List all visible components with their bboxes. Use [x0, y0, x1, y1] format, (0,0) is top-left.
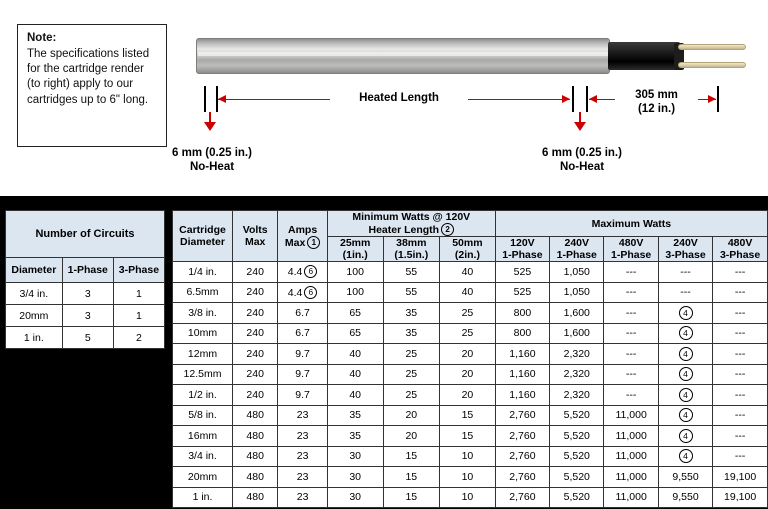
header-amps-max — [278, 211, 327, 262]
header-volts-max — [232, 211, 277, 262]
noheat-left-label-line1: 6 mm (0.25 in.) — [172, 147, 252, 159]
circuits-header-1phase: 1-Phase — [62, 258, 113, 283]
circuits-header-diameter: Diameter — [6, 258, 63, 283]
heated-length-label: Heated Length — [330, 92, 468, 104]
cell-min-watts-25mm: 35 — [327, 426, 383, 447]
cell-min-watts-50mm: 20 — [440, 344, 496, 365]
table-row — [173, 344, 768, 365]
cell-volts-max: 480 — [232, 426, 277, 447]
cell-max-watts-120v-1ph: 1,160 — [495, 364, 549, 385]
header-volts-line2: Max — [244, 236, 266, 248]
cell-min-watts-38mm: 25 — [383, 344, 440, 365]
header-480v-line2: 1-Phase — [611, 249, 652, 261]
cell-min-watts-38mm: 15 — [383, 467, 440, 488]
cell-max-watts-240v-1ph: 1,600 — [550, 303, 604, 324]
cell-amps-max: 23 — [278, 426, 327, 447]
table-row — [173, 405, 768, 426]
circuits-cell-3phase: 1 — [113, 283, 164, 305]
footnote-marker: 4 — [679, 388, 693, 402]
footnote-marker: 4 — [679, 367, 693, 381]
cell-max-watts-480v-1ph: --- — [604, 364, 658, 385]
cell-max-watts-120v-1ph: 1,160 — [495, 385, 549, 406]
note-title: Note: — [27, 32, 57, 44]
header-min-watts-line1: Minimum Watts @ 120V — [352, 211, 471, 223]
cell-max-watts-240v-3ph: 9,550 — [658, 487, 712, 508]
header-min-watts-line2: Heater Length — [368, 224, 440, 236]
header-volts-line1: Volts — [242, 224, 268, 236]
cell-volts-max: 240 — [232, 344, 277, 365]
cartridge-specifications-table — [172, 210, 768, 508]
noheat-right-arrow-icon — [574, 122, 586, 131]
cell-min-watts-50mm: 20 — [440, 364, 496, 385]
cell-max-watts-480v-3ph: --- — [713, 262, 768, 283]
table-row — [173, 303, 768, 324]
cell-max-watts-480v-3ph: --- — [713, 282, 768, 303]
lead-length-arrow-right — [708, 95, 716, 103]
header-maximum-watts: Maximum Watts — [495, 211, 767, 237]
cell-cartridge-diameter: 5/8 in. — [173, 405, 233, 426]
dim-tick-right — [586, 86, 588, 112]
circuits-cell-3phase: 1 — [113, 305, 164, 327]
cell-min-watts-38mm: 20 — [383, 426, 440, 447]
header-cartridge-diameter-line2: Diameter — [180, 236, 225, 248]
cell-cartridge-diameter: 1 in. — [173, 487, 233, 508]
footnote-marker-2: 2 — [441, 223, 454, 236]
noheat-right-label-line2: No-Heat — [559, 161, 605, 173]
header-cartridge-diameter — [173, 211, 233, 262]
cell-volts-max: 480 — [232, 446, 277, 467]
cell-max-watts-240v-3ph — [658, 426, 712, 447]
lead-length-arrow-left — [589, 95, 597, 103]
header-max-240v-1phase — [550, 237, 604, 262]
cell-amps-max: 9.7 — [278, 344, 327, 365]
cell-cartridge-diameter: 20mm — [173, 467, 233, 488]
cell-max-watts-120v-1ph: 2,760 — [495, 405, 549, 426]
noheat-right-label-line1: 6 mm (0.25 in.) — [542, 147, 622, 159]
footnote-marker: 4 — [679, 347, 693, 361]
cell-max-watts-240v-3ph — [658, 303, 712, 324]
cell-min-watts-50mm: 25 — [440, 323, 496, 344]
cell-max-watts-240v-1ph: 5,520 — [550, 467, 604, 488]
cell-max-watts-120v-1ph: 525 — [495, 262, 549, 283]
cartridge-heater-illustration — [196, 34, 746, 78]
cell-min-watts-25mm: 65 — [327, 323, 383, 344]
cell-min-watts-38mm: 25 — [383, 385, 440, 406]
footnote-marker: 4 — [679, 408, 693, 422]
diagram-panel — [0, 0, 768, 196]
header-cartridge-diameter-line1: Cartridge — [179, 224, 226, 236]
cell-max-watts-480v-3ph: --- — [713, 344, 768, 365]
cell-min-watts-25mm: 30 — [327, 446, 383, 467]
header-len25-line2: (1in.) — [342, 249, 368, 261]
header-120v-line1: 120V — [510, 237, 535, 249]
note-text: The specifications listed for the cartridge render (to right) apply to our cartridges up to 6" long. — [27, 48, 150, 106]
header-len38-line1: 38mm — [396, 237, 427, 249]
cell-min-watts-50mm: 20 — [440, 385, 496, 406]
table-row — [173, 426, 768, 447]
cell-amps-max — [278, 262, 327, 283]
number-of-circuits-table — [5, 210, 165, 349]
cell-max-watts-480v-3ph: --- — [713, 426, 768, 447]
table-row — [6, 327, 165, 349]
cell-max-watts-120v-1ph: 1,160 — [495, 344, 549, 365]
cell-volts-max: 240 — [232, 364, 277, 385]
cell-max-watts-480v-1ph: --- — [604, 344, 658, 365]
header-length-25mm — [327, 237, 383, 262]
circuits-cell-1phase: 3 — [62, 283, 113, 305]
header-max-480v-1phase — [604, 237, 658, 262]
circuits-header-3phase: 3-Phase — [113, 258, 164, 283]
header-length-38mm — [383, 237, 440, 262]
circuits-table-title: Number of Circuits — [6, 211, 165, 258]
noheat-left-arrow-icon — [204, 122, 216, 131]
cell-max-watts-480v-3ph: --- — [713, 364, 768, 385]
cell-amps-max: 6.7 — [278, 323, 327, 344]
cell-max-watts-240v-3ph — [658, 344, 712, 365]
cell-cartridge-diameter: 6.5mm — [173, 282, 233, 303]
cell-cartridge-diameter: 3/8 in. — [173, 303, 233, 324]
cell-max-watts-480v-1ph: --- — [604, 262, 658, 283]
lead-length-label-line2: (12 in.) — [615, 103, 698, 115]
table-row — [173, 262, 768, 283]
cell-cartridge-diameter: 3/4 in. — [173, 446, 233, 467]
circuits-cell-diameter: 20mm — [6, 305, 63, 327]
cell-max-watts-240v-1ph: 2,320 — [550, 364, 604, 385]
cell-max-watts-480v-1ph: --- — [604, 323, 658, 344]
cell-volts-max: 240 — [232, 282, 277, 303]
table-row — [173, 467, 768, 488]
header-240v-line1: 240V — [564, 237, 590, 249]
table-row — [173, 385, 768, 406]
cell-min-watts-38mm: 20 — [383, 405, 440, 426]
cell-max-watts-240v-3ph: 9,550 — [658, 467, 712, 488]
heated-length-arrow-left — [218, 95, 226, 103]
circuits-cell-diameter: 3/4 in. — [6, 283, 63, 305]
cell-max-watts-120v-1ph: 800 — [495, 303, 549, 324]
noheat-left-label-line2: No-Heat — [189, 161, 235, 173]
header-240v-line2: 1-Phase — [556, 249, 597, 261]
lead-wire-bottom — [678, 62, 746, 68]
header-480v-3ph-line2: 3-Phase — [719, 249, 761, 261]
cell-min-watts-38mm: 25 — [383, 364, 440, 385]
header-minimum-watts — [327, 211, 495, 237]
lead-wire-top — [678, 44, 746, 50]
cell-amps-max-value: 4.4 — [287, 286, 303, 299]
footnote-marker: 6 — [304, 265, 317, 278]
circuits-cell-1phase: 3 — [62, 305, 113, 327]
table-row — [173, 323, 768, 344]
cell-min-watts-50mm: 10 — [440, 487, 496, 508]
cell-min-watts-25mm: 40 — [327, 385, 383, 406]
lead-boot — [608, 42, 680, 70]
header-len38-line2: (1.5in.) — [394, 249, 429, 261]
cell-max-watts-240v-3ph: --- — [658, 262, 712, 283]
cell-volts-max: 240 — [232, 385, 277, 406]
cell-min-watts-25mm: 30 — [327, 467, 383, 488]
cell-max-watts-240v-3ph — [658, 323, 712, 344]
cell-max-watts-240v-1ph: 5,520 — [550, 405, 604, 426]
cell-cartridge-diameter: 12.5mm — [173, 364, 233, 385]
table-row — [173, 446, 768, 467]
cell-min-watts-38mm: 35 — [383, 323, 440, 344]
footnote-marker-1: 1 — [307, 236, 320, 249]
cell-min-watts-50mm: 10 — [440, 446, 496, 467]
cell-volts-max: 240 — [232, 262, 277, 283]
cell-min-watts-50mm: 40 — [440, 262, 496, 283]
cell-min-watts-25mm: 65 — [327, 303, 383, 324]
cell-min-watts-50mm: 25 — [440, 303, 496, 324]
cell-max-watts-480v-3ph: --- — [713, 303, 768, 324]
header-240v-3ph-line2: 3-Phase — [665, 249, 706, 261]
header-240v-3ph-line1: 240V — [673, 237, 698, 249]
cell-amps-max — [278, 282, 327, 303]
header-480v-line1: 480V — [618, 237, 644, 249]
cell-min-watts-38mm: 55 — [383, 262, 440, 283]
cell-min-watts-25mm: 35 — [327, 405, 383, 426]
header-amps-line2: Max — [284, 236, 306, 249]
cell-max-watts-480v-3ph: --- — [713, 385, 768, 406]
cell-max-watts-240v-1ph: 5,520 — [550, 426, 604, 447]
footnote-marker: 4 — [679, 306, 693, 320]
footnote-marker: 4 — [679, 326, 693, 340]
cell-min-watts-25mm: 40 — [327, 364, 383, 385]
table-row — [173, 282, 768, 303]
circuits-cell-diameter: 1 in. — [6, 327, 63, 349]
cell-max-watts-480v-3ph: --- — [713, 446, 768, 467]
cell-min-watts-25mm: 100 — [327, 262, 383, 283]
cell-min-watts-25mm: 40 — [327, 344, 383, 365]
cell-max-watts-240v-3ph — [658, 446, 712, 467]
cell-min-watts-50mm: 40 — [440, 282, 496, 303]
note-box — [17, 24, 167, 147]
footnote-marker: 6 — [304, 286, 317, 299]
cell-max-watts-120v-1ph: 2,760 — [495, 426, 549, 447]
footnote-marker: 4 — [679, 429, 693, 443]
cell-volts-max: 480 — [232, 405, 277, 426]
header-max-480v-3phase — [713, 237, 768, 262]
cell-volts-max: 480 — [232, 487, 277, 508]
cell-max-watts-480v-1ph: --- — [604, 303, 658, 324]
table-row — [6, 305, 165, 327]
cell-min-watts-38mm: 55 — [383, 282, 440, 303]
cell-min-watts-50mm: 15 — [440, 405, 496, 426]
header-len50-line2: (2in.) — [454, 249, 480, 261]
cell-cartridge-diameter: 16mm — [173, 426, 233, 447]
cell-min-watts-38mm: 15 — [383, 487, 440, 508]
cell-max-watts-480v-1ph: --- — [604, 385, 658, 406]
cell-max-watts-240v-3ph: --- — [658, 282, 712, 303]
cell-max-watts-480v-1ph: 11,000 — [604, 467, 658, 488]
header-len50-line1: 50mm — [452, 237, 483, 249]
cell-min-watts-38mm: 35 — [383, 303, 440, 324]
dim-tick-lead-end — [717, 86, 719, 112]
cell-amps-max: 9.7 — [278, 364, 327, 385]
cell-min-watts-50mm: 10 — [440, 467, 496, 488]
cell-amps-max: 23 — [278, 487, 327, 508]
cell-amps-max: 23 — [278, 405, 327, 426]
cell-max-watts-480v-1ph: --- — [604, 282, 658, 303]
cell-cartridge-diameter: 1/4 in. — [173, 262, 233, 283]
cell-max-watts-240v-3ph — [658, 405, 712, 426]
lead-length-label-line1: 305 mm — [615, 89, 698, 101]
heated-length-arrow-right — [562, 95, 570, 103]
cell-amps-max: 6.7 — [278, 303, 327, 324]
cell-max-watts-240v-3ph — [658, 385, 712, 406]
cell-min-watts-50mm: 15 — [440, 426, 496, 447]
header-480v-3ph-line1: 480V — [727, 237, 753, 249]
header-len25-line1: 25mm — [339, 237, 371, 249]
table-row — [6, 283, 165, 305]
cell-max-watts-240v-3ph — [658, 364, 712, 385]
cell-volts-max: 240 — [232, 303, 277, 324]
header-120v-line2: 1-Phase — [502, 249, 543, 261]
cell-min-watts-25mm: 30 — [327, 487, 383, 508]
cell-max-watts-480v-1ph: 11,000 — [604, 426, 658, 447]
cell-max-watts-480v-3ph: 19,100 — [713, 467, 768, 488]
cell-max-watts-240v-1ph: 1,050 — [550, 262, 604, 283]
cell-max-watts-480v-3ph: --- — [713, 323, 768, 344]
header-max-240v-3phase — [658, 237, 712, 262]
cell-volts-max: 240 — [232, 323, 277, 344]
cell-volts-max: 480 — [232, 467, 277, 488]
cell-max-watts-480v-3ph: 19,100 — [713, 487, 768, 508]
cell-cartridge-diameter: 12mm — [173, 344, 233, 365]
cell-max-watts-480v-1ph: 11,000 — [604, 405, 658, 426]
cartridge-body — [196, 38, 610, 74]
cell-max-watts-120v-1ph: 2,760 — [495, 446, 549, 467]
header-amps-line1: Amps — [288, 223, 318, 236]
header-max-120v-1phase — [495, 237, 549, 262]
cell-amps-max-value: 4.4 — [287, 266, 303, 279]
cell-cartridge-diameter: 10mm — [173, 323, 233, 344]
cell-amps-max: 9.7 — [278, 385, 327, 406]
cell-amps-max: 23 — [278, 446, 327, 467]
cell-max-watts-240v-1ph: 1,600 — [550, 323, 604, 344]
circuits-cell-1phase: 5 — [62, 327, 113, 349]
cell-max-watts-120v-1ph: 800 — [495, 323, 549, 344]
footnote-marker: 4 — [679, 449, 693, 463]
cell-min-watts-38mm: 15 — [383, 446, 440, 467]
cell-max-watts-240v-1ph: 2,320 — [550, 344, 604, 365]
dim-tick-left — [204, 86, 206, 112]
cell-max-watts-120v-1ph: 2,760 — [495, 467, 549, 488]
cell-max-watts-480v-1ph: 11,000 — [604, 487, 658, 508]
circuits-cell-3phase: 2 — [113, 327, 164, 349]
cell-max-watts-240v-1ph: 5,520 — [550, 446, 604, 467]
cell-max-watts-480v-3ph: --- — [713, 405, 768, 426]
table-row — [173, 364, 768, 385]
cell-max-watts-240v-1ph: 2,320 — [550, 385, 604, 406]
cell-max-watts-240v-1ph: 1,050 — [550, 282, 604, 303]
cell-max-watts-120v-1ph: 2,760 — [495, 487, 549, 508]
cell-max-watts-480v-1ph: 11,000 — [604, 446, 658, 467]
cell-max-watts-240v-1ph: 5,520 — [550, 487, 604, 508]
table-row — [173, 487, 768, 508]
cell-amps-max: 23 — [278, 467, 327, 488]
cell-min-watts-25mm: 100 — [327, 282, 383, 303]
cell-max-watts-120v-1ph: 525 — [495, 282, 549, 303]
dim-tick-right-inner — [572, 86, 574, 112]
header-length-50mm — [440, 237, 496, 262]
cell-cartridge-diameter: 1/2 in. — [173, 385, 233, 406]
